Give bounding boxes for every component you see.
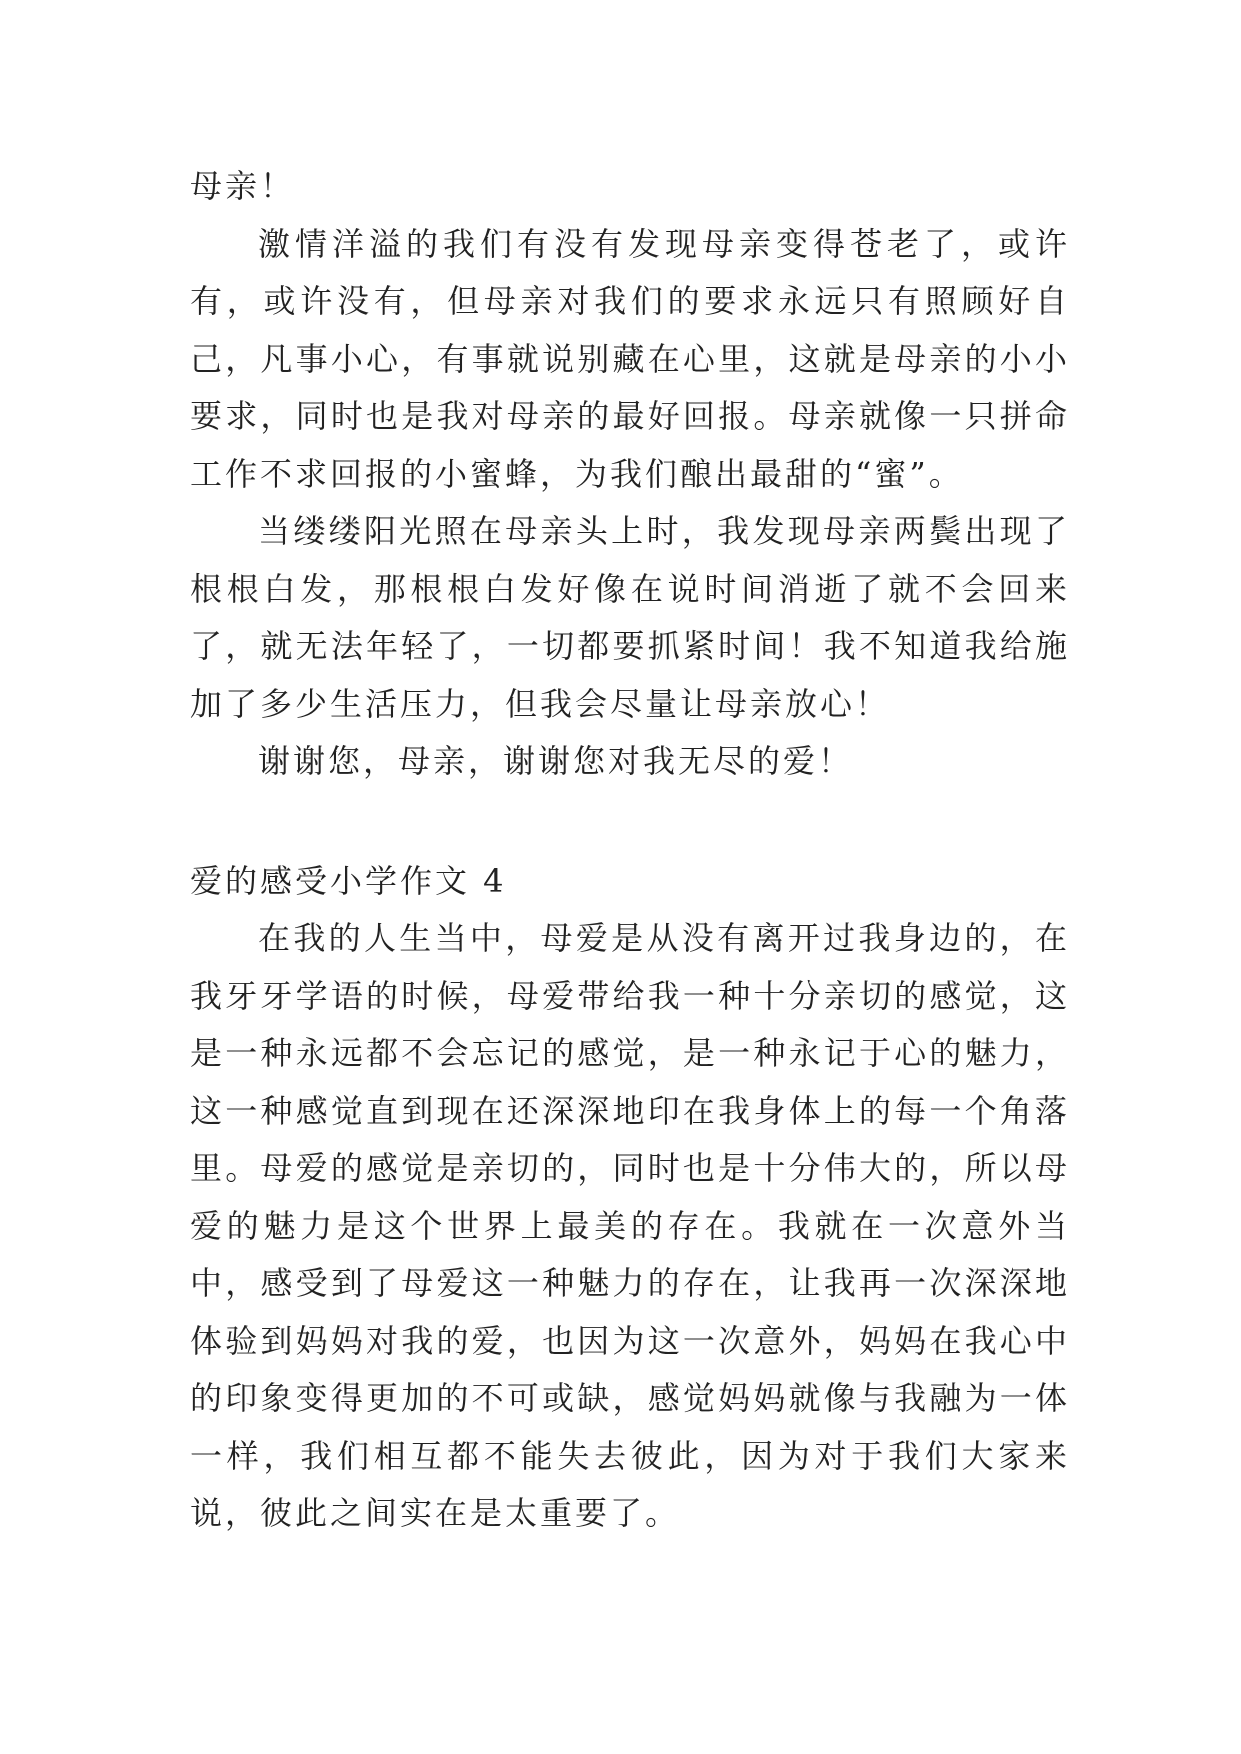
document-body xyxy=(190,158,1070,1543)
paragraph-aging-mother: 激情洋溢的我们有没有发现母亲变得苍老了，或许有，或许没有，但母亲对我们的要求永远只有照顾好自己，凡事小心，有事就说别藏在心里，这就是母亲的小小要求，同时也是我对母亲的最好回报。母亲就像一只拼命工作不求回报的小蜜蜂，为我们酿出最甜的“蜜”。 xyxy=(190,224,1070,493)
paragraph-white-hair: 当缕缕阳光照在母亲头上时，我发现母亲两鬓出现了根根白发，那根根白发好像在说时间消逝了就不会回来了，就无法年轻了，一切都要抓紧时间！我不知道我给施加了多少生活压力，但我会尽量让母亲放心！ xyxy=(190,512,1070,723)
paragraph-thanks: 谢谢您，母亲，谢谢您对我无尽的爱！ xyxy=(258,742,854,780)
intro-line: 母亲！ xyxy=(190,167,296,205)
section-title: 爱的感受小学作文 4 xyxy=(190,861,507,900)
paragraph-mother-love: 在我的人生当中，母爱是从没有离开过我身边的，在我牙牙学语的时候，母爱带给我一种十分亲切的感觉，这是一种永远都不会忘记的感觉，是一种永记于心的魅力，这一种感觉直到现在还深深地印在我身体上的每一个角落里。母爱的感觉是亲切的，同时也是十分伟大的，所以母爱的魅力是这个世界上最美的存在。我就在一次意外当中，感受到了母爱这一种魅力的存在，让我再一次深深地体验到妈妈对我的爱，也因为这一次意外，妈妈在我心中的印象变得更加的不可或缺，感觉妈妈就像与我融为一体一样，我们相互都不能失去彼此，因为对于我们大家来说，彼此之间实在是太重要了。 xyxy=(190,919,1070,1532)
section-spacer xyxy=(190,791,1070,853)
